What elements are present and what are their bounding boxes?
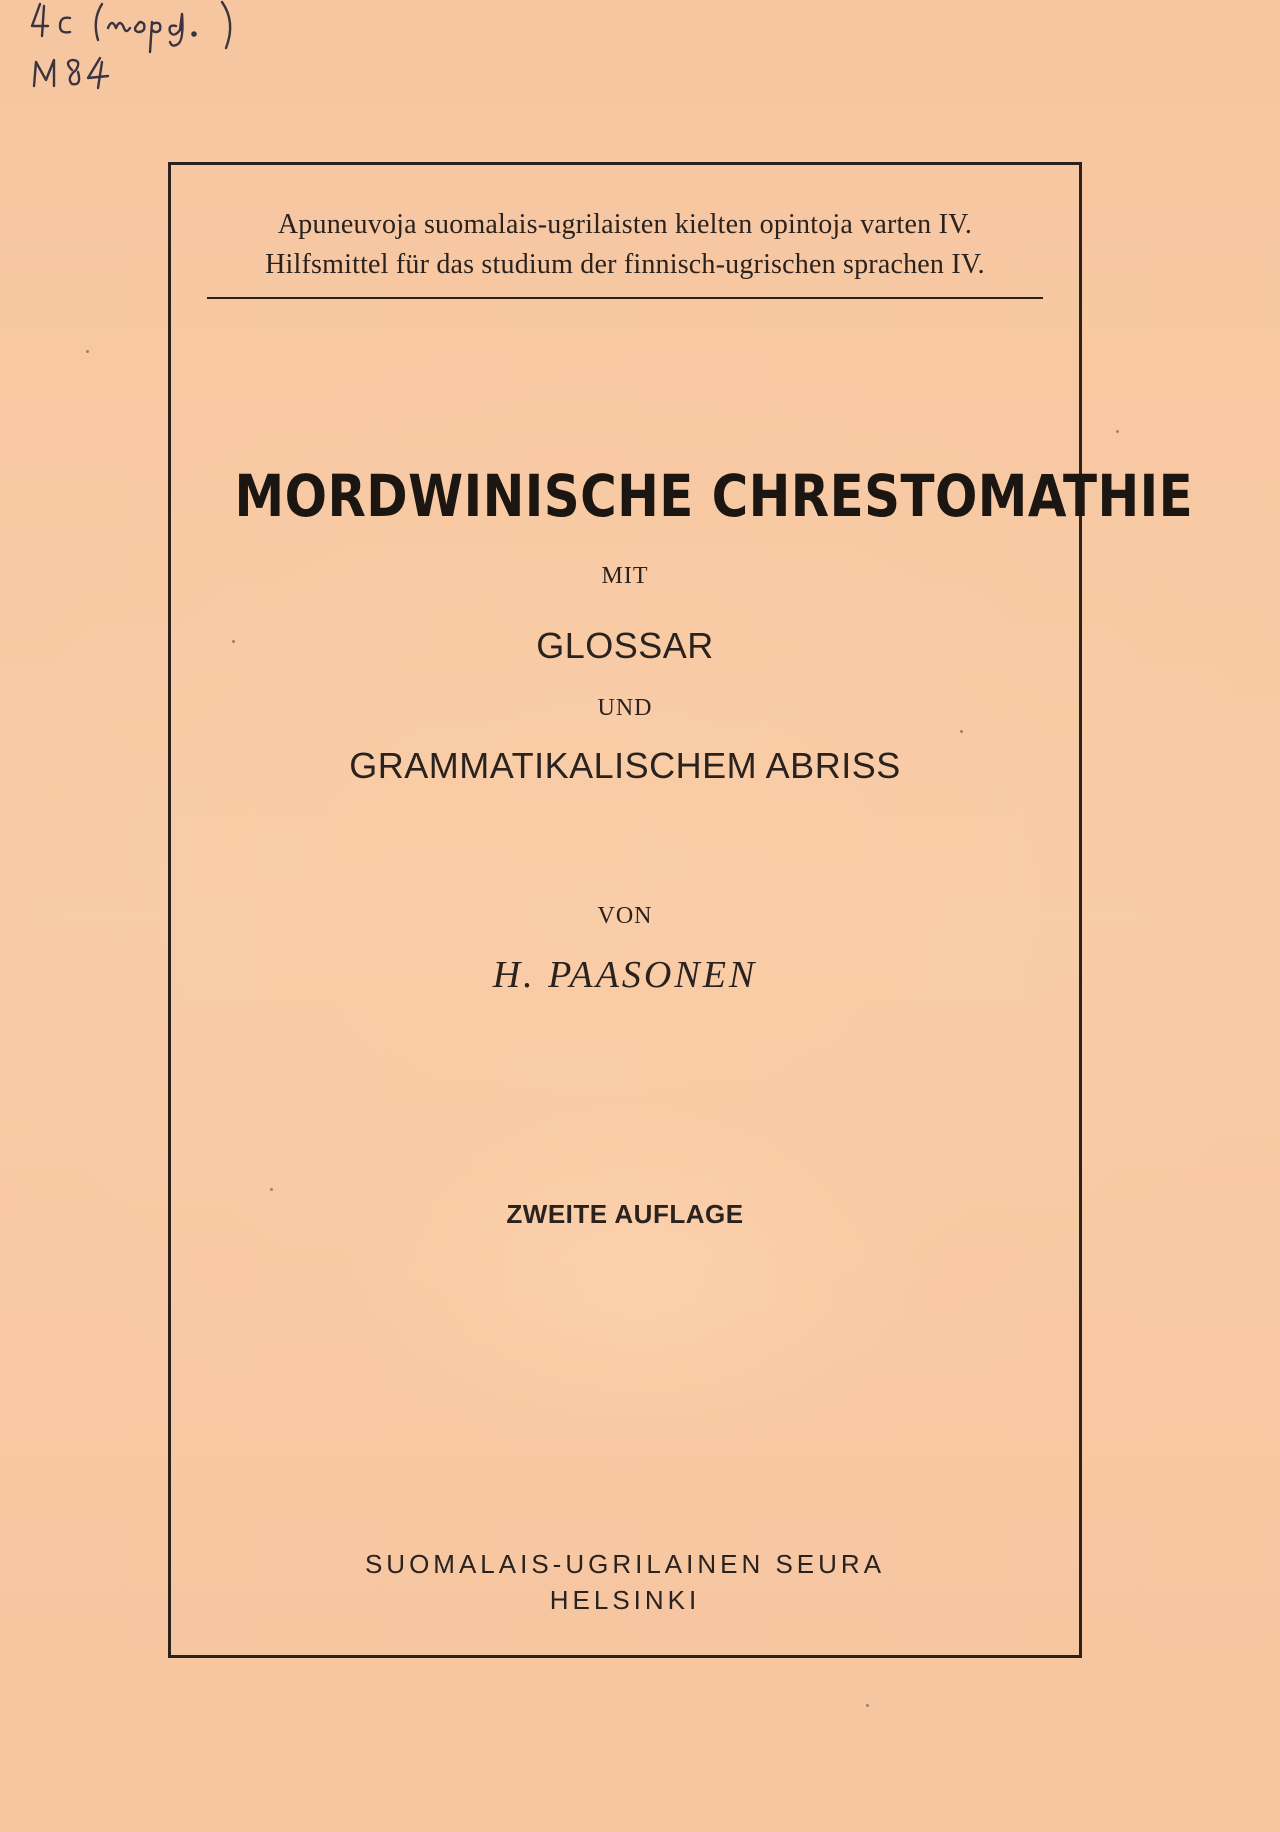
paper-speck — [86, 350, 89, 353]
subtitle-glossar: GLOSSAR — [536, 625, 714, 666]
series-statement — [171, 205, 1079, 285]
subtitle-grammar: GRAMMATIKALISCHEM ABRISS — [349, 745, 901, 786]
publication-city: HELSINKI — [549, 1585, 701, 1615]
series-german: Hilfsmittel für das studium der finnisch-ugrischen sprachen IV. — [265, 249, 985, 280]
paper-speck — [866, 1704, 869, 1707]
byline-von: VON — [597, 903, 653, 929]
author-name: H. PAASONEN — [492, 954, 758, 996]
paper-speck — [1116, 430, 1119, 433]
title-page-frame — [168, 162, 1194, 1658]
publisher-name: SUOMALAIS-UGRILAINEN SEURA — [364, 1549, 886, 1579]
subtitle-mit: MIT — [601, 563, 649, 589]
subtitle-und: UND — [597, 695, 653, 721]
edition-statement: ZWEITE AUFLAGE — [506, 1199, 744, 1229]
handwritten-shelf-mark — [26, 0, 286, 100]
series-divider — [207, 297, 1043, 299]
book-title: MORDWINISCHE CHRESTOMATHIE — [234, 462, 1194, 530]
series-finnish: Apuneuvoja suomalais-ugrilaisten kielten opintoja varten IV. — [277, 209, 973, 240]
